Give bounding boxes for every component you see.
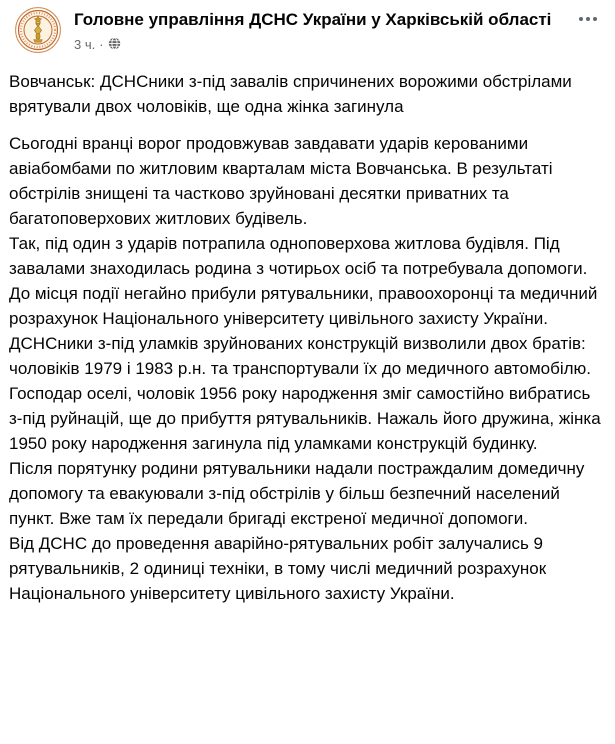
post-paragraph: Від ДСНС до проведення аварійно-рятувальних робіт залучались 9 рятувальників, 2 одиниці техніки, в тому числі медичний розрахунок Національного університету цивільного захисту України. [9,534,547,603]
page-avatar[interactable] [15,7,61,53]
post-paragraph: До місця події негайно прибули рятувальники, правоохоронці та медичний розрахунок Національного університету цивільного захисту України. ДСНСники з-під уламків зруйнованих конструкцій визволили двох братів: чоловіків 1979 і 1983 р.н. та транспортували їх до медичного автомобілю. Господар оселі, чоловік 1956 року народження зміг самостійно вибратись з-під руйнацій, ще до прибуття рятувальників. Нажаль його дружина, жінка 1950 року народження загинула під уламками конструкцій будинку. [9,284,601,453]
post-headline: Вовчанськ: ДСНСники з-під завалів спричинених ворожими обстрілами врятували двох чоловіків, ще одна жінка загинула [9,72,572,116]
post-content [0,54,615,614]
ellipsis-icon [579,17,583,21]
ellipsis-icon [593,17,597,21]
more-options-button[interactable] [575,7,601,31]
audience-globe-icon [108,37,121,54]
post-header-text [74,5,567,54]
ellipsis-icon [586,17,590,21]
post-paragraph: Так, під один з ударів потрапила одноповерхова житлова будівля. Під завалами знаходилась родина з чотирьох осіб та потребувала допомоги. [9,234,588,278]
meta-separator: · [99,37,104,52]
post-meta [74,36,567,54]
post-paragraph: Сьогодні вранці ворог продовжував завдавати ударів керованими авіабомбами по житловим кварталам міста Вовчанська. В результаті обстрілів знищені та частково зруйновані десятки приватних та багатоповерхових житлових будівель. [9,134,553,228]
post-paragraph: Після порятунку родини рятувальники надали постраждалим домедичну допомогу та евакуювали з-під обстрілів у більш безпечний населений пункт. Вже там їх передали бригаді екстреної медичної допомоги. [9,459,585,528]
post-header [0,0,615,54]
page-name-link[interactable]: Головне управління ДСНС України у Харківській області [74,10,552,29]
dsns-emblem-icon [15,7,61,53]
post-timestamp[interactable]: 3 ч. [74,37,96,52]
